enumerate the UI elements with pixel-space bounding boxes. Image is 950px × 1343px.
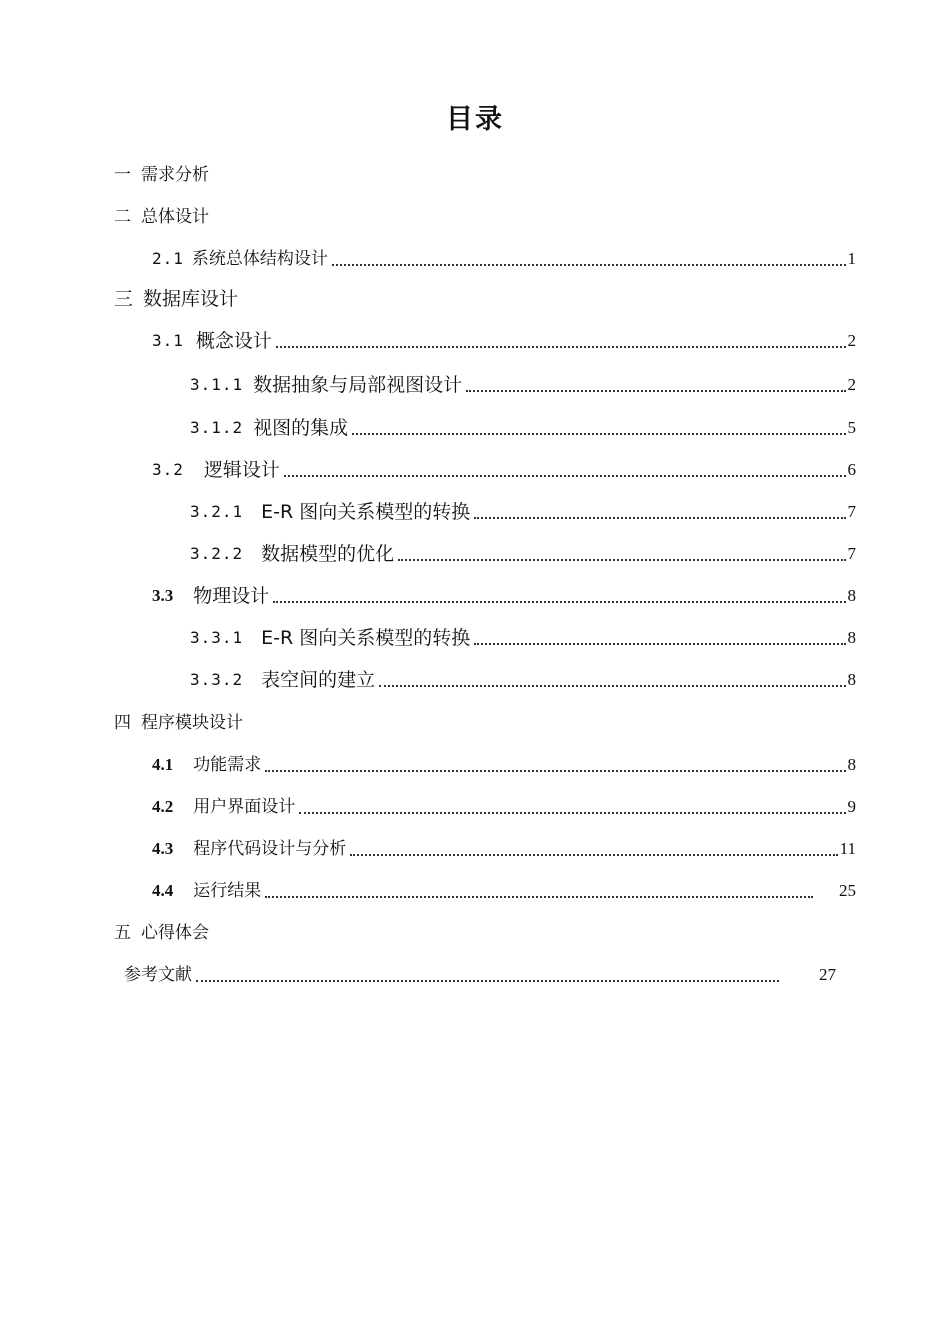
toc-entry-3-2[interactable] bbox=[152, 453, 856, 481]
toc-entry-4-1[interactable] bbox=[152, 748, 856, 776]
toc-entry-page: 8 bbox=[847, 628, 856, 647]
toc-entry-number: 3.2 bbox=[152, 460, 184, 479]
toc-entry-number: 4.1 bbox=[152, 755, 174, 774]
toc-entry-page: 9 bbox=[847, 797, 856, 816]
dot-leader bbox=[299, 812, 845, 814]
toc-entry-label: 运行结果 bbox=[193, 881, 262, 901]
toc-entry-page: 6 bbox=[847, 460, 856, 479]
toc-entry-page: 8 bbox=[847, 586, 856, 605]
dot-leader bbox=[332, 264, 846, 266]
toc-entry-references[interactable] bbox=[124, 958, 836, 986]
toc-entry-number: 4.2 bbox=[152, 797, 174, 816]
toc-entry-chapter-4[interactable] bbox=[114, 706, 243, 734]
toc-entry-label: 数据库设计 bbox=[143, 288, 239, 310]
toc-entry-number: 3.3.2 bbox=[190, 670, 244, 689]
toc-entry-number: 3.2.2 bbox=[190, 544, 244, 563]
dot-leader bbox=[284, 475, 846, 477]
toc-entry-number: 二 bbox=[114, 207, 131, 227]
toc-entry-page: 8 bbox=[847, 755, 856, 774]
dot-leader bbox=[352, 433, 845, 435]
toc-entry-3-3[interactable] bbox=[152, 579, 856, 607]
dot-leader bbox=[474, 643, 845, 645]
toc-entry-3-2-2[interactable] bbox=[190, 537, 856, 565]
toc-entry-label: 物理设计 bbox=[193, 585, 270, 607]
toc-entry-label: 逻辑设计 bbox=[203, 459, 280, 481]
dot-leader bbox=[474, 517, 845, 519]
toc-entry-4-4[interactable] bbox=[152, 874, 856, 902]
toc-entry-label: 功能需求 bbox=[193, 755, 262, 775]
toc-entry-label: 总体设计 bbox=[141, 207, 209, 227]
dot-leader bbox=[276, 346, 846, 348]
toc-entry-number: 一 bbox=[114, 165, 131, 185]
toc-entry-page: 2 bbox=[847, 375, 856, 394]
toc-entry-number: 三 bbox=[114, 288, 134, 310]
toc-entry-page: 2 bbox=[847, 331, 856, 350]
dot-leader bbox=[466, 390, 845, 392]
toc-entry-number: 4.4 bbox=[152, 881, 174, 900]
toc-entry-number: 2.1 bbox=[152, 249, 184, 268]
toc-entry-3-3-2[interactable] bbox=[190, 663, 856, 691]
toc-entry-page: 7 bbox=[847, 544, 856, 563]
toc-entry-number: 五 bbox=[114, 923, 131, 943]
dot-leader bbox=[273, 601, 845, 603]
toc-entry-4-2[interactable] bbox=[152, 790, 856, 818]
toc-entry-page: 7 bbox=[847, 502, 856, 521]
toc-entry-number: 3.3 bbox=[152, 586, 174, 605]
toc-entry-chapter-2[interactable] bbox=[114, 200, 209, 228]
toc-entry-3-1[interactable] bbox=[152, 324, 856, 352]
toc-entry-number: 3.2.1 bbox=[190, 502, 244, 521]
toc-entry-page: 27 bbox=[819, 965, 836, 984]
toc-entry-chapter-5[interactable] bbox=[114, 916, 209, 944]
toc-entry-page: 5 bbox=[847, 418, 856, 437]
toc-entry-page: 1 bbox=[847, 249, 856, 268]
toc-entry-number: 四 bbox=[114, 713, 131, 733]
dot-leader bbox=[398, 559, 845, 561]
toc-entry-label: 心得体会 bbox=[141, 923, 209, 943]
toc-entry-chapter-1[interactable] bbox=[114, 158, 209, 186]
toc-entry-chapter-3[interactable] bbox=[114, 282, 238, 310]
toc-entry-4-3[interactable] bbox=[152, 832, 856, 860]
toc-entry-label: 数据模型的优化 bbox=[261, 543, 395, 565]
toc-entry-label: 系统总体结构设计 bbox=[191, 249, 328, 269]
toc-entry-label: 程序代码设计与分析 bbox=[193, 839, 347, 859]
toc-entry-label: 数据抽象与局部视图设计 bbox=[253, 374, 463, 396]
toc-entry-3-1-2[interactable] bbox=[190, 411, 856, 439]
toc-entry-number: 3.1.2 bbox=[190, 418, 244, 437]
toc-entry-number: 3.1 bbox=[152, 331, 184, 350]
toc-entry-number: 3.1.1 bbox=[190, 375, 244, 394]
toc-title: 目录 bbox=[446, 104, 504, 135]
dot-leader bbox=[265, 896, 813, 898]
toc-entry-label: 参考文献 bbox=[124, 965, 192, 985]
toc-entry-label: 概念设计 bbox=[195, 330, 272, 352]
toc-entry-page: 11 bbox=[839, 839, 856, 858]
dot-leader bbox=[350, 854, 837, 856]
toc-entry-page: 25 bbox=[839, 881, 856, 900]
toc-entry-label: 表空间的建立 bbox=[261, 669, 376, 691]
toc-entry-3-3-1[interactable] bbox=[190, 621, 856, 649]
toc-entry-number: 4.3 bbox=[152, 839, 174, 858]
toc-entry-page: 8 bbox=[847, 670, 856, 689]
dot-leader bbox=[379, 685, 845, 687]
toc-entry-3-1-1[interactable] bbox=[190, 368, 856, 396]
toc-entry-label: 需求分析 bbox=[141, 165, 209, 185]
dot-leader bbox=[196, 980, 779, 982]
toc-entry-3-2-1[interactable] bbox=[190, 495, 856, 523]
dot-leader bbox=[265, 770, 845, 772]
toc-entry-label: 程序模块设计 bbox=[141, 713, 243, 733]
toc-entry-label: E-R 图向关系模型的转换 bbox=[261, 501, 471, 523]
toc-entry-label: E-R 图向关系模型的转换 bbox=[261, 627, 471, 649]
toc-entry-number: 3.3.1 bbox=[190, 628, 244, 647]
toc-entry-label: 视图的集成 bbox=[253, 417, 349, 439]
toc-entry-label: 用户界面设计 bbox=[193, 797, 296, 817]
toc-entry-2-1[interactable] bbox=[152, 242, 856, 270]
